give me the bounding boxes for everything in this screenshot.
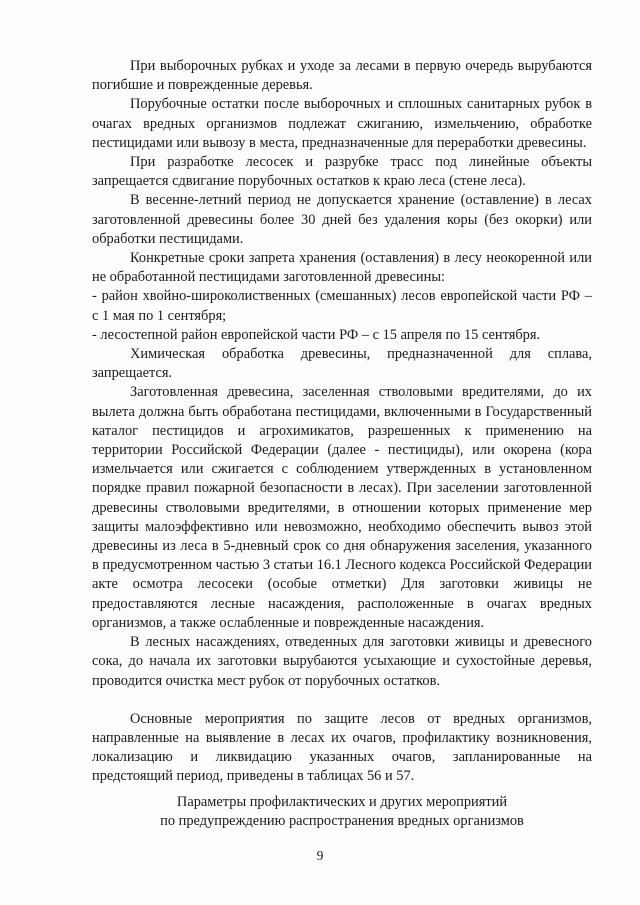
paragraph-residue-shifting: При разработке лесосек и разрубке трасс под линейные объекты запрещается сдвигание порубочных остатков к краю леса (стене леса). [92,154,592,190]
caption-line-1: Параметры профилактических и других мероприятий [176,794,508,810]
paragraph-main-measures: Основные мероприятия по защите лесов от вредных организмов, направленные на выявление в лесах их очагов, профилактику возникновения, локализацию и ликвидацию указанных очагов, запланированные на предстоящий период, приведены в таблицах 56 и 57. [92,710,592,785]
body-text [92,57,592,787]
paragraph-resin-tapping: В лесных насаждениях, отведенных для заготовки живицы и древесного сока, до начала их заготовки вырубаются усыхающие и сухостойные деревья, проводится очистка мест рубок от порубочных остатков. [92,634,592,689]
paragraph-chemical-treatment: Химическая обработка древесины, предназначенной для сплава, запрещается. [92,346,592,382]
table-caption [92,793,592,831]
paragraph-infested-wood: Заготовленная древесина, заселенная стволовыми вредителями, до их вылета должна быть обработана пестицидами, включенными в Государственный каталог пестицидов и агрохимикатов, разрешенных к применению на территории Российской Федерации (далее - пестициды), или окорена (кора измельчается или сжигается с соблюдением утвержденных в установленном порядке правил пожарной безопасности в лесах). При заселении заготовленной древесины стволовыми вредителями, в отношении которых применение мер защиты малоэффективно или невозможно, необходимо обеспечить вывоз этой древесины из леса в 5-дневный срок со дня обнаружения заселения, указанного в предусмотренном частью 3 статьи 16.1 Лесного кодекса Российской Федерации акте осмотра лесосеки (особые отметки) Для заготовки живицы не предоставляются лесные насаждения, расположенные в очагах вредных организмов, а также ослабленные и поврежденные насаждения. [92,384,592,631]
paragraph-felling-residues: Порубочные остатки после выборочных и сплошных санитарных рубок в очагах вредных организмов подлежат сжиганию, измельчению, обработке пестицидами или вывозу в места, предназначенные для переработки древесины. [92,96,592,151]
paragraph-selective-felling: При выборочных рубках и уходе за лесами в первую очередь вырубаются погибшие и поврежденные деревья. [92,58,592,94]
list-item-mixed-forests: - район хвойно-широколиственных (смешанных) лесов европейской части РФ – с 1 мая по 1 сентября; [92,288,592,324]
paragraph-storage-terms: Конкретные сроки запрета хранения (оставления) в лесу неокоренной или не обработанной пестицидами заготовленной древесины: [92,250,592,286]
paragraph-storage-limit: В весенне-летний период не допускается хранение (оставление) в лесах заготовленной древесины более 30 дней без удаления коры (без окорки) или обработки пестицидами. [92,192,592,247]
caption-line-2: по предупреждению распространения вредных организмов [160,813,524,830]
list-item-forest-steppe: - лесостепной район европейской части РФ – с 15 апреля по 15 сентября. [92,326,541,343]
page-number: 9 [316,848,324,863]
